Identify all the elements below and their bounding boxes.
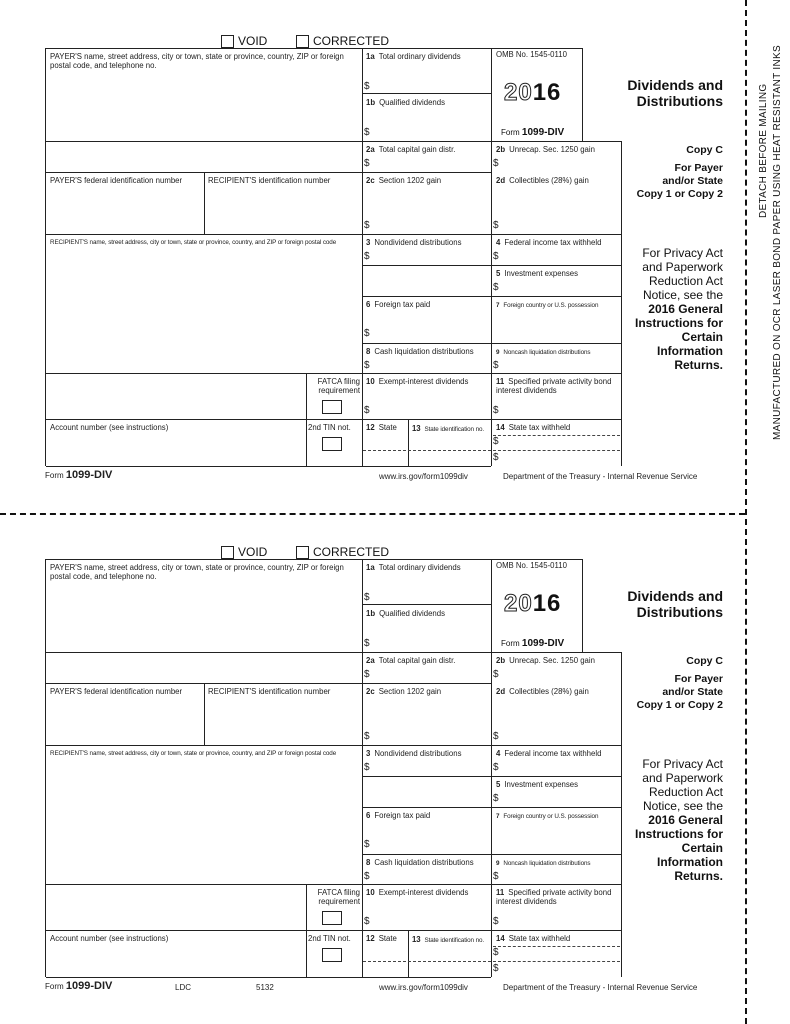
- box-12-label: 12 State: [366, 423, 397, 432]
- box-3-label: 3 Nondividend distributions: [366, 238, 462, 247]
- fatca-checkbox[interactable]: [322, 911, 342, 925]
- box-1a-label: 1a Total ordinary dividends: [366, 52, 461, 61]
- box-10-label: 10 Exempt-interest dividends: [366, 888, 469, 897]
- box-14-label: 14 State tax withheld: [496, 423, 571, 432]
- form-title: Dividends and Distributions: [627, 77, 723, 109]
- box-9-label: 9 Noncash liquidation distributions: [496, 860, 591, 867]
- box-11-label: 11 Specified private activity bond interest dividends: [496, 888, 612, 906]
- box-2b-dollar: $: [493, 669, 499, 680]
- tax-year: 2016: [504, 79, 562, 106]
- box-1b-label: 1b Qualified dividends: [366, 609, 445, 618]
- box-2b-dollar: $: [493, 158, 499, 169]
- box-5-label: 5 Investment expenses: [496, 269, 579, 278]
- form-number: Form 1099-DIV: [501, 127, 565, 138]
- footer-form-id: Form 1099-DIV: [45, 469, 113, 481]
- box-9-label: 9 Noncash liquidation distributions: [496, 349, 591, 356]
- void-box[interactable]: [221, 546, 234, 559]
- void-checkbox[interactable]: [221, 544, 267, 560]
- second-tin-checkbox[interactable]: [322, 948, 342, 962]
- box-7-label: 7 Foreign country or U.S. possession: [496, 302, 599, 309]
- second-tin-checkbox[interactable]: [322, 437, 342, 451]
- form-grid: [45, 559, 621, 977]
- omb-number: OMB No. 1545-0110: [496, 561, 567, 570]
- box-2c-label: 2c Section 1202 gain: [366, 176, 442, 185]
- corrected-checkbox[interactable]: [296, 33, 389, 49]
- box-8-dollar: $: [364, 871, 370, 882]
- box-14-dollar-1: $: [493, 436, 499, 447]
- tax-year: 2016: [504, 590, 562, 617]
- detach-cut-line: [0, 513, 745, 515]
- fatca-label: FATCA filing requirement: [317, 377, 360, 395]
- box-9-dollar: $: [493, 360, 499, 371]
- corrected-label: CORRECTED: [313, 34, 390, 48]
- box-2a-dollar: $: [364, 669, 370, 680]
- void-box[interactable]: [221, 35, 234, 48]
- box-7-label: 7 Foreign country or U.S. possession: [496, 813, 599, 820]
- copy-recipients: For Payer and/or State Copy 1 or Copy 2: [636, 162, 723, 200]
- box-2d-label: 2d Collectibles (28%) gain: [496, 687, 589, 696]
- box-13-label: 13 State identification no.: [412, 424, 485, 433]
- footer-url[interactable]: www.irs.gov/form1099div: [379, 983, 468, 992]
- box-4-label: 4 Federal income tax withheld: [496, 238, 602, 247]
- box-1a-label: 1a Total ordinary dividends: [366, 563, 461, 572]
- fatca-checkbox[interactable]: [322, 400, 342, 414]
- box-5-label: 5 Investment expenses: [496, 780, 579, 789]
- box-11-dollar: $: [493, 405, 499, 416]
- box-1b-dollar: $: [364, 638, 370, 649]
- box-2a-dollar: $: [364, 158, 370, 169]
- form-copy-top: [0, 0, 790, 481]
- box-2d-dollar: $: [493, 731, 499, 742]
- recipient-address-label: RECIPIENT'S name, street address, city or town, state or province, country, and ZIP or foreign postal code: [50, 750, 337, 757]
- box-1b-label: 1b Qualified dividends: [366, 98, 445, 107]
- void-checkbox[interactable]: [221, 33, 267, 49]
- box-6-label: 6 Foreign tax paid: [366, 811, 431, 820]
- box-8-dollar: $: [364, 360, 370, 371]
- void-label: VOID: [238, 545, 268, 559]
- privacy-notice: For Privacy Act and Paperwork Reduction Act Notice, see the 2016 General Instructions for Certain Information Returns.: [634, 246, 723, 372]
- box-6-label: 6 Foreign tax paid: [366, 300, 431, 309]
- second-tin-label: 2nd TIN not.: [308, 934, 351, 943]
- form-grid: [45, 48, 621, 466]
- footer-form-id: Form 1099-DIV: [45, 980, 113, 992]
- box-4-dollar: $: [493, 251, 499, 262]
- privacy-notice: For Privacy Act and Paperwork Reduction Act Notice, see the 2016 General Instructions for Certain Information Returns.: [634, 757, 723, 883]
- footer-department: Department of the Treasury - Internal Revenue Service: [503, 472, 698, 481]
- footer-department: Department of the Treasury - Internal Revenue Service: [503, 983, 698, 992]
- void-label: VOID: [238, 34, 268, 48]
- form-copy-bottom: [0, 511, 790, 992]
- box-2c-label: 2c Section 1202 gain: [366, 687, 442, 696]
- box-2b-label: 2b Unrecap. Sec. 1250 gain: [496, 145, 595, 154]
- box-14-dollar-2: $: [493, 963, 499, 974]
- payer-info-label: PAYER'S name, street address, city or town, state or province, country, ZIP or foreign postal code, and telephone no.: [50, 52, 344, 70]
- payer-tin-label: PAYER'S federal identification number: [50, 687, 183, 696]
- box-3-dollar: $: [364, 251, 370, 262]
- box-14-dollar-1: $: [493, 947, 499, 958]
- recipient-tin-label: RECIPIENT'S identification number: [208, 176, 331, 185]
- box-2c-dollar: $: [364, 220, 370, 231]
- side-manufactured-text: MANUFACTURED ON OCR LASER BOND PAPER USING HEAT RESISTANT INKS: [772, 45, 783, 440]
- box-4-dollar: $: [493, 762, 499, 773]
- footer-url[interactable]: www.irs.gov/form1099div: [379, 472, 468, 481]
- box-5-dollar: $: [493, 793, 499, 804]
- box-8-label: 8 Cash liquidation distributions: [366, 347, 474, 356]
- box-5-dollar: $: [493, 282, 499, 293]
- payer-info-label: PAYER'S name, street address, city or town, state or province, country, ZIP or foreign postal code, and telephone no.: [50, 563, 344, 581]
- recipient-tin-label: RECIPIENT'S identification number: [208, 687, 331, 696]
- box-6-dollar: $: [364, 328, 370, 339]
- corrected-box[interactable]: [296, 546, 309, 559]
- payer-tin-label: PAYER'S federal identification number: [50, 176, 183, 185]
- copy-name: Copy C: [686, 144, 723, 156]
- account-label: Account number (see instructions): [50, 423, 169, 432]
- box-2d-label: 2d Collectibles (28%) gain: [496, 176, 589, 185]
- box-3-label: 3 Nondividend distributions: [366, 749, 462, 758]
- box-1b-dollar: $: [364, 127, 370, 138]
- box-3-dollar: $: [364, 762, 370, 773]
- box-1a-dollar: $: [364, 81, 370, 92]
- copy-recipients: For Payer and/or State Copy 1 or Copy 2: [636, 673, 723, 711]
- corrected-checkbox[interactable]: [296, 544, 389, 560]
- box-2a-label: 2a Total capital gain distr.: [366, 656, 456, 665]
- footer-code: 5132: [256, 983, 274, 992]
- corrected-label: CORRECTED: [313, 545, 390, 559]
- side-perforation-line: [745, 0, 747, 1024]
- box-9-dollar: $: [493, 871, 499, 882]
- side-detach-text: DETACH BEFORE MAILING: [758, 83, 769, 218]
- box-10-dollar: $: [364, 916, 370, 927]
- box-2a-label: 2a Total capital gain distr.: [366, 145, 456, 154]
- omb-number: OMB No. 1545-0110: [496, 50, 567, 59]
- box-2d-dollar: $: [493, 220, 499, 231]
- box-11-label: 11 Specified private activity bond interest dividends: [496, 377, 612, 395]
- second-tin-label: 2nd TIN not.: [308, 423, 351, 432]
- box-14-dollar-2: $: [493, 452, 499, 463]
- fatca-label: FATCA filing requirement: [317, 888, 360, 906]
- box-10-dollar: $: [364, 405, 370, 416]
- account-label: Account number (see instructions): [50, 934, 169, 943]
- box-11-dollar: $: [493, 916, 499, 927]
- form-number: Form 1099-DIV: [501, 638, 565, 649]
- form-title: Dividends and Distributions: [627, 588, 723, 620]
- box-14-label: 14 State tax withheld: [496, 934, 571, 943]
- box-4-label: 4 Federal income tax withheld: [496, 749, 602, 758]
- box-1a-dollar: $: [364, 592, 370, 603]
- corrected-box[interactable]: [296, 35, 309, 48]
- box-2b-label: 2b Unrecap. Sec. 1250 gain: [496, 656, 595, 665]
- box-2c-dollar: $: [364, 731, 370, 742]
- box-10-label: 10 Exempt-interest dividends: [366, 377, 469, 386]
- box-12-label: 12 State: [366, 934, 397, 943]
- recipient-address-label: RECIPIENT'S name, street address, city or town, state or province, country, and ZIP or foreign postal code: [50, 239, 337, 246]
- box-8-label: 8 Cash liquidation distributions: [366, 858, 474, 867]
- box-6-dollar: $: [364, 839, 370, 850]
- box-13-label: 13 State identification no.: [412, 935, 485, 944]
- footer-ldc: LDC: [175, 983, 192, 992]
- copy-name: Copy C: [686, 655, 723, 667]
